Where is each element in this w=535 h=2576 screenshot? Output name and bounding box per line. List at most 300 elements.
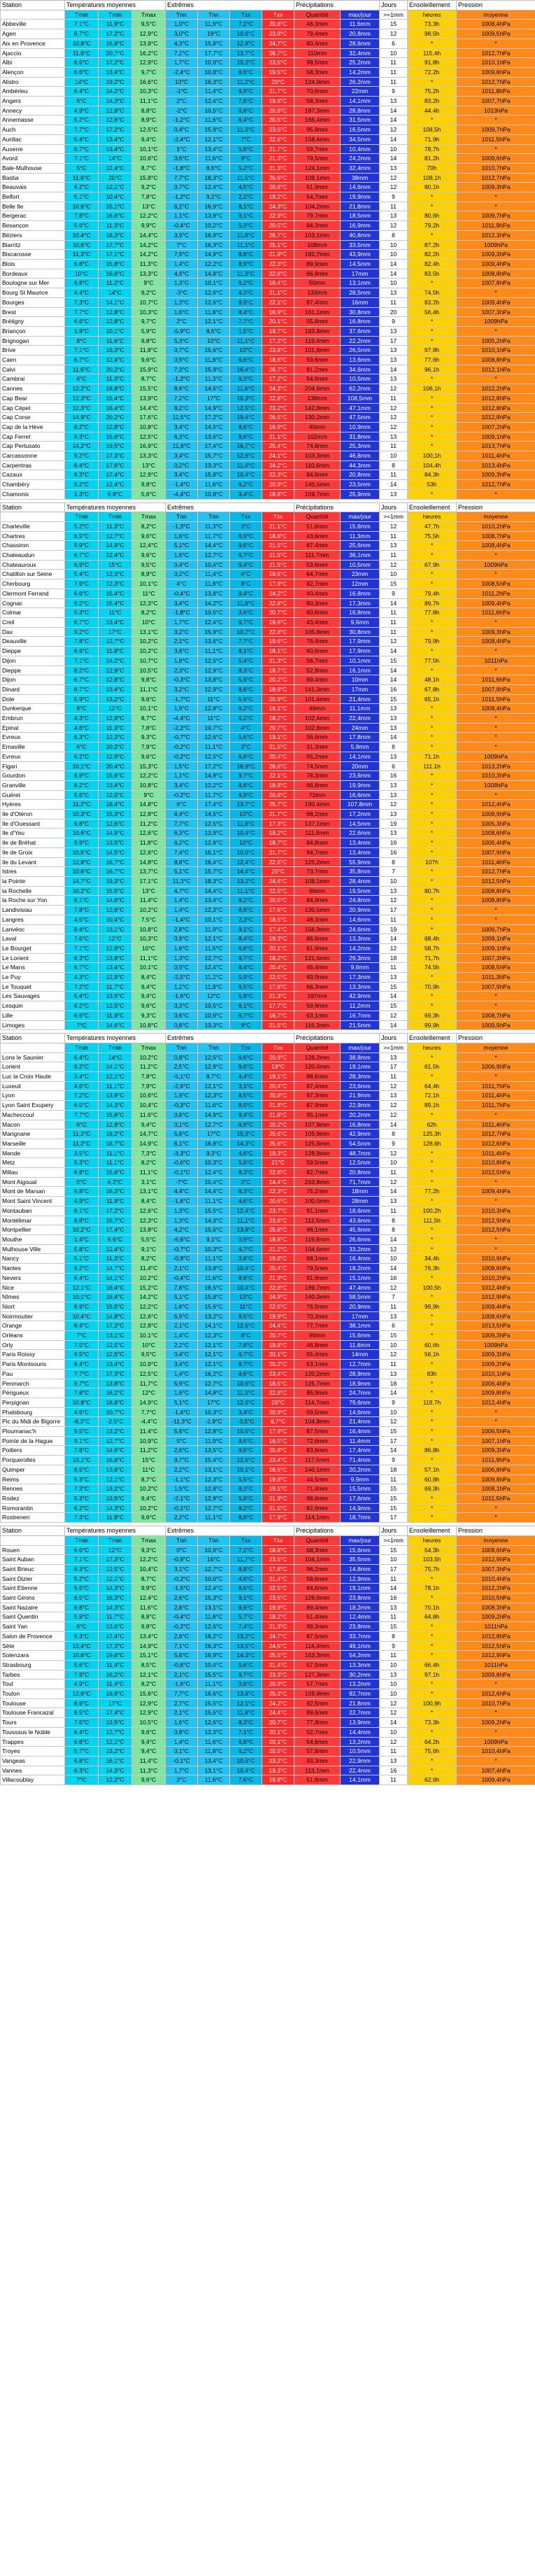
station-row (1, 1465, 535, 1474)
value-cell: 8,6°C (230, 780, 262, 790)
station-name: Luc la Croix Haute (1, 1072, 65, 1082)
value-cell: 7,3°C (132, 1148, 166, 1158)
value-cell: 11,3°C (99, 723, 132, 733)
value-cell: 14,6°C (99, 1446, 132, 1456)
value-cell: -0,2°C (166, 1574, 198, 1584)
value-cell: * (408, 723, 457, 733)
value-cell: 15,8°C (99, 259, 132, 269)
value-cell: 19,8°C (262, 1340, 294, 1350)
value-cell: 112,5mm (294, 1216, 341, 1225)
station-name: Cognac (1, 598, 65, 608)
value-cell: 10 (380, 451, 408, 461)
value-cell: 14°C (65, 77, 99, 87)
value-cell: * (408, 422, 457, 432)
station-name: Mont de Marsan (1, 1187, 65, 1197)
value-cell: 1011,9hPa (457, 1456, 535, 1465)
value-cell: 0,8°C (166, 1053, 198, 1062)
value-cell: * (408, 1321, 457, 1331)
value-cell: 12,5°C (132, 1369, 166, 1379)
value-cell: -6,6°C (166, 1235, 198, 1245)
value-cell: 8,5°C (132, 1660, 166, 1670)
value-cell: 54,6mm (294, 1737, 341, 1747)
value-cell: 16,9°C (262, 422, 294, 432)
value-cell: 61,9mm (294, 943, 341, 953)
value-cell: 22,2mm (341, 336, 380, 346)
value-cell: 4,6°C (65, 1081, 99, 1091)
station-row (1, 403, 535, 413)
value-cell: 84,3h (408, 470, 457, 480)
value-cell: 18,5°C (262, 915, 294, 924)
value-cell: 18,8°C (262, 489, 294, 499)
value-cell: 78,1h (408, 1584, 457, 1593)
value-cell: 93,3mm (294, 1756, 341, 1766)
value-cell: 11,3°C (99, 374, 132, 384)
station-name: Le Bourget (1, 943, 65, 953)
value-cell: 1008,1hPa (457, 934, 535, 944)
value-cell: 11,7°C (198, 790, 230, 800)
station-row (1, 963, 535, 973)
station-row (1, 742, 535, 752)
value-cell: 7,2°C (230, 20, 262, 29)
value-cell: 80,1h (408, 183, 457, 192)
value-cell: 9,3°C (132, 733, 166, 742)
value-cell: 78,7h (408, 144, 457, 154)
value-cell: 17°C (198, 1129, 230, 1139)
value-cell: 18,8°C (262, 1235, 294, 1245)
value-cell: 8°C (230, 579, 262, 589)
value-cell: 17,3mm (341, 598, 380, 608)
value-cell: 23,7°C (262, 1206, 294, 1216)
value-cell: 11,5°C (166, 413, 198, 423)
value-cell: 13 (380, 810, 408, 819)
station-row (1, 432, 535, 442)
value-cell: 62,6h (408, 1775, 457, 1785)
value-cell: 33,2mm (341, 1244, 380, 1254)
value-cell: 5,8°C (65, 1244, 99, 1254)
value-cell: 15,6mm (341, 1331, 380, 1341)
value-cell: 15,1mm (341, 1273, 380, 1283)
value-cell: 2,7°C (166, 1698, 198, 1708)
value-cell: 12,6°C (132, 1311, 166, 1321)
value-cell: * (457, 570, 535, 579)
value-cell: 79,5mm (294, 1264, 341, 1274)
value-cell: 1011,8hPa (457, 87, 535, 97)
station-name: Bordeaux (1, 269, 65, 279)
value-cell: 12 (380, 800, 408, 810)
value-cell: 6,6°C (65, 589, 99, 598)
value-cell: 1,3°C (65, 489, 99, 499)
value-cell: 9,6°C (132, 1727, 166, 1737)
value-cell: * (457, 1177, 535, 1187)
value-cell: 69,3h (408, 1484, 457, 1494)
value-cell: 11 (380, 1474, 408, 1484)
value-cell: * (408, 115, 457, 125)
value-cell: 23,4°C (262, 1369, 294, 1379)
value-cell: 1,9°C (166, 1091, 198, 1101)
value-cell: 4°C (230, 723, 262, 733)
value-cell: 20,8mm (341, 1168, 380, 1178)
value-cell: 16,3°C (198, 240, 230, 250)
value-cell: 11,4°C (198, 570, 230, 579)
value-cell: 16,9°C (99, 38, 132, 48)
value-cell: 84,3mm (294, 221, 341, 231)
value-cell: 77,7mm (294, 1321, 341, 1331)
value-cell: 21,1°C (262, 432, 294, 442)
value-cell: 12,1°C (99, 1072, 132, 1082)
value-cell: 13 (380, 432, 408, 442)
station-name: Tousssus le Noble (1, 1727, 65, 1737)
value-cell: 71,4mm (341, 1456, 380, 1465)
value-cell: 1009,8hPa (457, 1670, 535, 1680)
value-cell: 15,4°C (99, 598, 132, 608)
value-cell: 16,1°C (198, 847, 230, 857)
value-cell: 8,5°C (65, 1465, 99, 1474)
station-row (1, 752, 535, 761)
value-cell: 17,2mm (341, 810, 380, 819)
value-cell: 9,3°C (65, 432, 99, 442)
value-cell: 26,7°C (262, 365, 294, 374)
value-cell: 12,5°C (198, 819, 230, 829)
value-cell: * (457, 551, 535, 561)
value-cell: 9,8°C (132, 1622, 166, 1632)
value-cell: 10,6°C (230, 847, 262, 857)
value-cell: 54,5mm (341, 1139, 380, 1148)
value-cell: 12,5°C (99, 1350, 132, 1360)
value-cell: 13 (380, 356, 408, 365)
value-cell: 1012,4hPa (457, 1283, 535, 1293)
value-cell: 1007,2hPa (457, 422, 535, 432)
value-cell: 2,2°C (166, 1465, 198, 1474)
value-cell: 12 (380, 1244, 408, 1254)
value-cell: 71,7mm (341, 1177, 380, 1187)
value-cell: 23,6°C (262, 1216, 294, 1225)
value-cell: 12,1°C (132, 1670, 166, 1680)
value-cell: 17,7°C (198, 48, 230, 58)
value-cell: 7,7°C (230, 317, 262, 327)
value-cell: 7 (380, 1293, 408, 1302)
value-cell: 84,9mm (294, 896, 341, 906)
value-cell: -0,7°C (166, 733, 198, 742)
value-cell: 9,7°C (65, 1379, 99, 1388)
value-cell: 53,6mm (294, 560, 341, 570)
station-row (1, 1321, 535, 1331)
station-row (1, 867, 535, 877)
value-cell: 5,6°C (166, 1651, 198, 1661)
value-cell: 11,7°C (198, 531, 230, 541)
station-name: Ile d'Oléron (1, 810, 65, 819)
value-cell: 9 (380, 87, 408, 97)
value-cell: 13,2°C (99, 1747, 132, 1757)
value-cell: * (408, 1493, 457, 1503)
value-cell: 12 (380, 173, 408, 183)
value-cell: 15,3°C (230, 1129, 262, 1139)
value-cell: 1012,7hPa (457, 1129, 535, 1139)
value-cell: 20,2°C (99, 365, 132, 374)
value-cell: 11,1°C (198, 647, 230, 656)
value-cell: 15,6°C (99, 1110, 132, 1120)
value-cell: * (457, 192, 535, 202)
value-cell: * (457, 1235, 535, 1245)
value-cell: 9,6°C (132, 1775, 166, 1785)
value-cell: 12,5°C (198, 752, 230, 761)
value-cell: 125,3h (408, 1129, 457, 1139)
value-cell: 11°C (132, 589, 166, 598)
station-row (1, 1698, 535, 1708)
value-cell: 106,1h (408, 384, 457, 394)
value-cell: 0,7°C (166, 183, 198, 192)
value-cell: 11,6°C (198, 1273, 230, 1283)
value-cell: 66,6mm (294, 934, 341, 944)
value-cell: 10,1°C (132, 963, 166, 973)
value-cell: -1,1°C (166, 1474, 198, 1484)
header-col: Tmin (65, 1535, 99, 1545)
value-cell: 1012,7hPa (457, 867, 535, 877)
value-cell: 13,1°C (132, 1187, 166, 1197)
value-cell: 1011hPa (457, 1622, 535, 1632)
value-cell: 8,9°C (132, 115, 166, 125)
value-cell: 13 (380, 704, 408, 714)
value-cell: 1010,1hPa (457, 1369, 535, 1379)
value-cell: 14,2mm (341, 943, 380, 953)
value-cell: 79,7mm (294, 211, 341, 221)
value-cell: 10,7°C (132, 297, 166, 307)
value-cell: 0,8°C (166, 1020, 198, 1030)
value-cell: 12,9°C (132, 58, 166, 68)
value-cell: 10 (380, 1680, 408, 1689)
header-col: Tmin (65, 1043, 99, 1053)
value-cell: 12,8°C (99, 422, 132, 432)
value-cell: 10,5°C (198, 608, 230, 618)
value-cell: 20,5°C (262, 221, 294, 231)
value-cell: 60,8h (408, 1474, 457, 1484)
value-cell: 58,3mm (294, 67, 341, 77)
value-cell: 7,2°C (65, 1091, 99, 1101)
value-cell: 12,4°C (230, 1206, 262, 1216)
station-name: Creil (1, 618, 65, 628)
value-cell: 22,5°C (262, 973, 294, 983)
value-cell: 18,7°C (99, 1139, 132, 1148)
value-cell: * (457, 1001, 535, 1011)
station-row (1, 97, 535, 106)
value-cell: 25,9mm (341, 489, 380, 499)
value-cell: 11,1°C (99, 1081, 132, 1091)
value-cell: 1009,8hPa (457, 67, 535, 77)
value-cell: 71,9h (408, 134, 457, 144)
value-cell: 89,4mm (294, 1603, 341, 1612)
value-cell: 1,3°C (166, 1216, 198, 1225)
value-cell: * (408, 733, 457, 742)
value-cell: 0,9°C (166, 934, 198, 944)
value-cell: 1008,5hPa (457, 579, 535, 589)
value-cell: 11,1°C (132, 97, 166, 106)
value-cell: 12,7°C (198, 551, 230, 561)
station-row (1, 1081, 535, 1091)
value-cell: * (408, 1388, 457, 1398)
value-cell: 14,4°C (230, 867, 262, 877)
value-cell: 22,8°C (262, 598, 294, 608)
value-cell: 103,3mm (294, 451, 341, 461)
value-cell: 7,8°C (230, 1340, 262, 1350)
station-row (1, 1427, 535, 1437)
station-row (1, 1235, 535, 1245)
value-cell: 4,9°C (166, 269, 198, 279)
value-cell: 11,8°C (230, 230, 262, 240)
value-cell: 12,8°C (198, 1484, 230, 1494)
value-cell: 1007,7hPa (457, 97, 535, 106)
value-cell: 12,2°C (198, 259, 230, 269)
station-name: Cambrai (1, 374, 65, 384)
value-cell: 9,9°C (132, 221, 166, 231)
value-cell: 18 (380, 1379, 408, 1388)
value-cell: 13°C (132, 460, 166, 470)
value-cell: 14,7°C (65, 876, 99, 886)
value-cell: 9,6°C (132, 531, 166, 541)
value-cell: 6,2°C (99, 1177, 132, 1187)
value-cell: 86,9mm (294, 1388, 341, 1398)
value-cell: 1008,4hPa (457, 20, 535, 29)
station-row (1, 761, 535, 771)
station-name: Solenzara (1, 1651, 65, 1661)
value-cell: 8 (380, 230, 408, 240)
value-cell: * (408, 579, 457, 589)
value-cell: 13,8°C (230, 1689, 262, 1699)
value-cell: 1,6°C (166, 1388, 198, 1398)
value-cell: -0,7°C (166, 1244, 198, 1254)
header-col: Tnn (198, 1043, 230, 1053)
value-cell: 32,4mm (341, 163, 380, 173)
value-cell: 14,2°C (132, 1293, 166, 1302)
value-cell: 1012,7hPa (457, 48, 535, 58)
value-cell: * (408, 326, 457, 336)
value-cell: 15,5°C (198, 1698, 230, 1708)
value-cell: 19,6°C (262, 637, 294, 647)
header-col: Tmin (99, 10, 132, 20)
value-cell: 12,9°C (99, 973, 132, 983)
value-cell: 14 (380, 365, 408, 374)
value-cell: 12,8°C (99, 675, 132, 685)
value-cell: 9,2°C (132, 183, 166, 192)
value-cell: -6,2°C (65, 1417, 99, 1427)
value-cell: 1011,4hPa (457, 1148, 535, 1158)
value-cell: 18,2°C (262, 714, 294, 724)
value-cell: 74,5mm (294, 761, 341, 771)
value-cell: 13,4°C (99, 780, 132, 790)
value-cell: 9,2°C (230, 896, 262, 906)
value-cell: 15,3°C (230, 393, 262, 403)
value-cell: 12,6°C (99, 115, 132, 125)
header-row-groups (1, 1034, 535, 1043)
value-cell: * (457, 1680, 535, 1689)
value-cell: 9,6mm (341, 963, 380, 973)
value-cell: 15 (380, 1331, 408, 1341)
value-cell: 5,5°C (132, 1235, 166, 1245)
value-cell: 263,8mm (294, 1177, 341, 1187)
value-cell: 6,5°C (230, 982, 262, 992)
value-cell: 13,2°C (230, 876, 262, 886)
value-cell: 6,7°C (230, 618, 262, 628)
value-cell: 47,1mm (341, 403, 380, 413)
value-cell: 5,4°C (65, 992, 99, 1001)
value-cell: 16 (380, 1766, 408, 1775)
value-cell: 22,8°C (262, 269, 294, 279)
station-row (1, 489, 535, 499)
value-cell: -11,3°C (166, 1417, 198, 1427)
value-cell: 15,2°C (132, 1283, 166, 1293)
value-cell: 9,6°C (230, 1446, 262, 1456)
value-cell: 6°C (166, 800, 198, 810)
value-cell: 3,4°C (166, 1360, 198, 1370)
station-row (1, 1718, 535, 1728)
value-cell: 9,9°C (132, 1584, 166, 1593)
value-cell: 12,3°C (99, 733, 132, 742)
value-cell: 10 (380, 1555, 408, 1565)
value-cell: 20,1°C (262, 943, 294, 953)
value-cell: 8,3°C (65, 1766, 99, 1775)
station-row (1, 183, 535, 192)
value-cell: 14 (380, 598, 408, 608)
value-cell: 11 (380, 627, 408, 637)
value-cell: 19,9mm (341, 780, 380, 790)
value-cell: 7,8°C (65, 637, 99, 647)
value-cell: 102,8mm (294, 723, 341, 733)
value-cell: 1009hPa (457, 317, 535, 327)
station-name: Rouen (1, 1545, 65, 1555)
value-cell: 13,3°C (132, 269, 166, 279)
value-cell: 108,5mm (341, 393, 380, 403)
value-cell: 7,1°C (65, 20, 99, 29)
value-cell: 19,1mm (341, 1584, 380, 1593)
value-cell: 1009hPa (457, 560, 535, 570)
station-row (1, 230, 535, 240)
value-cell: 6,6°C (230, 356, 262, 365)
value-cell: 13,4°C (198, 144, 230, 154)
value-cell: 10,1°C (230, 1465, 262, 1474)
station-name: Cap de la Hève (1, 422, 65, 432)
station-row (1, 1446, 535, 1456)
value-cell: * (408, 1407, 457, 1417)
value-cell: 5,8°C (166, 1129, 198, 1139)
value-cell: 14,5°C (198, 810, 230, 819)
value-cell: 13,3mm (341, 934, 380, 944)
value-cell: 87,4mm (294, 541, 341, 551)
value-cell: * (408, 867, 457, 877)
value-cell: 64,4h (408, 1081, 457, 1091)
value-cell: 7,3°C (65, 1484, 99, 1494)
value-cell: 1009,8hPa (457, 1388, 535, 1398)
value-cell: 8,9°C (65, 1302, 99, 1311)
value-cell: 7,9°C (166, 250, 198, 260)
value-cell: 11,8°C (198, 1747, 230, 1757)
value-cell: 14,4°C (198, 541, 230, 551)
value-cell: 13,6°C (99, 1465, 132, 1474)
value-cell: 14,4°C (132, 403, 166, 413)
value-cell: 6,7°C (230, 1350, 262, 1360)
value-cell: 24,9°C (262, 1293, 294, 1302)
value-cell: 1006,8hPa (457, 1465, 535, 1474)
value-cell: 12,1°C (198, 1360, 230, 1370)
value-cell: 8,6°C (230, 1584, 262, 1593)
value-cell: 7,3°C (65, 297, 99, 307)
value-cell: 4,5°C (65, 915, 99, 924)
header-col: Quantité (294, 512, 341, 522)
value-cell: 17°C (99, 627, 132, 637)
value-cell: 9,6°C (132, 694, 166, 704)
value-cell: 115,4h (408, 48, 457, 58)
value-cell: 13,2°C (198, 1311, 230, 1321)
value-cell: 1,3°C (166, 953, 198, 963)
value-cell: 11 (380, 551, 408, 561)
value-cell: 26,7°C (262, 48, 294, 58)
